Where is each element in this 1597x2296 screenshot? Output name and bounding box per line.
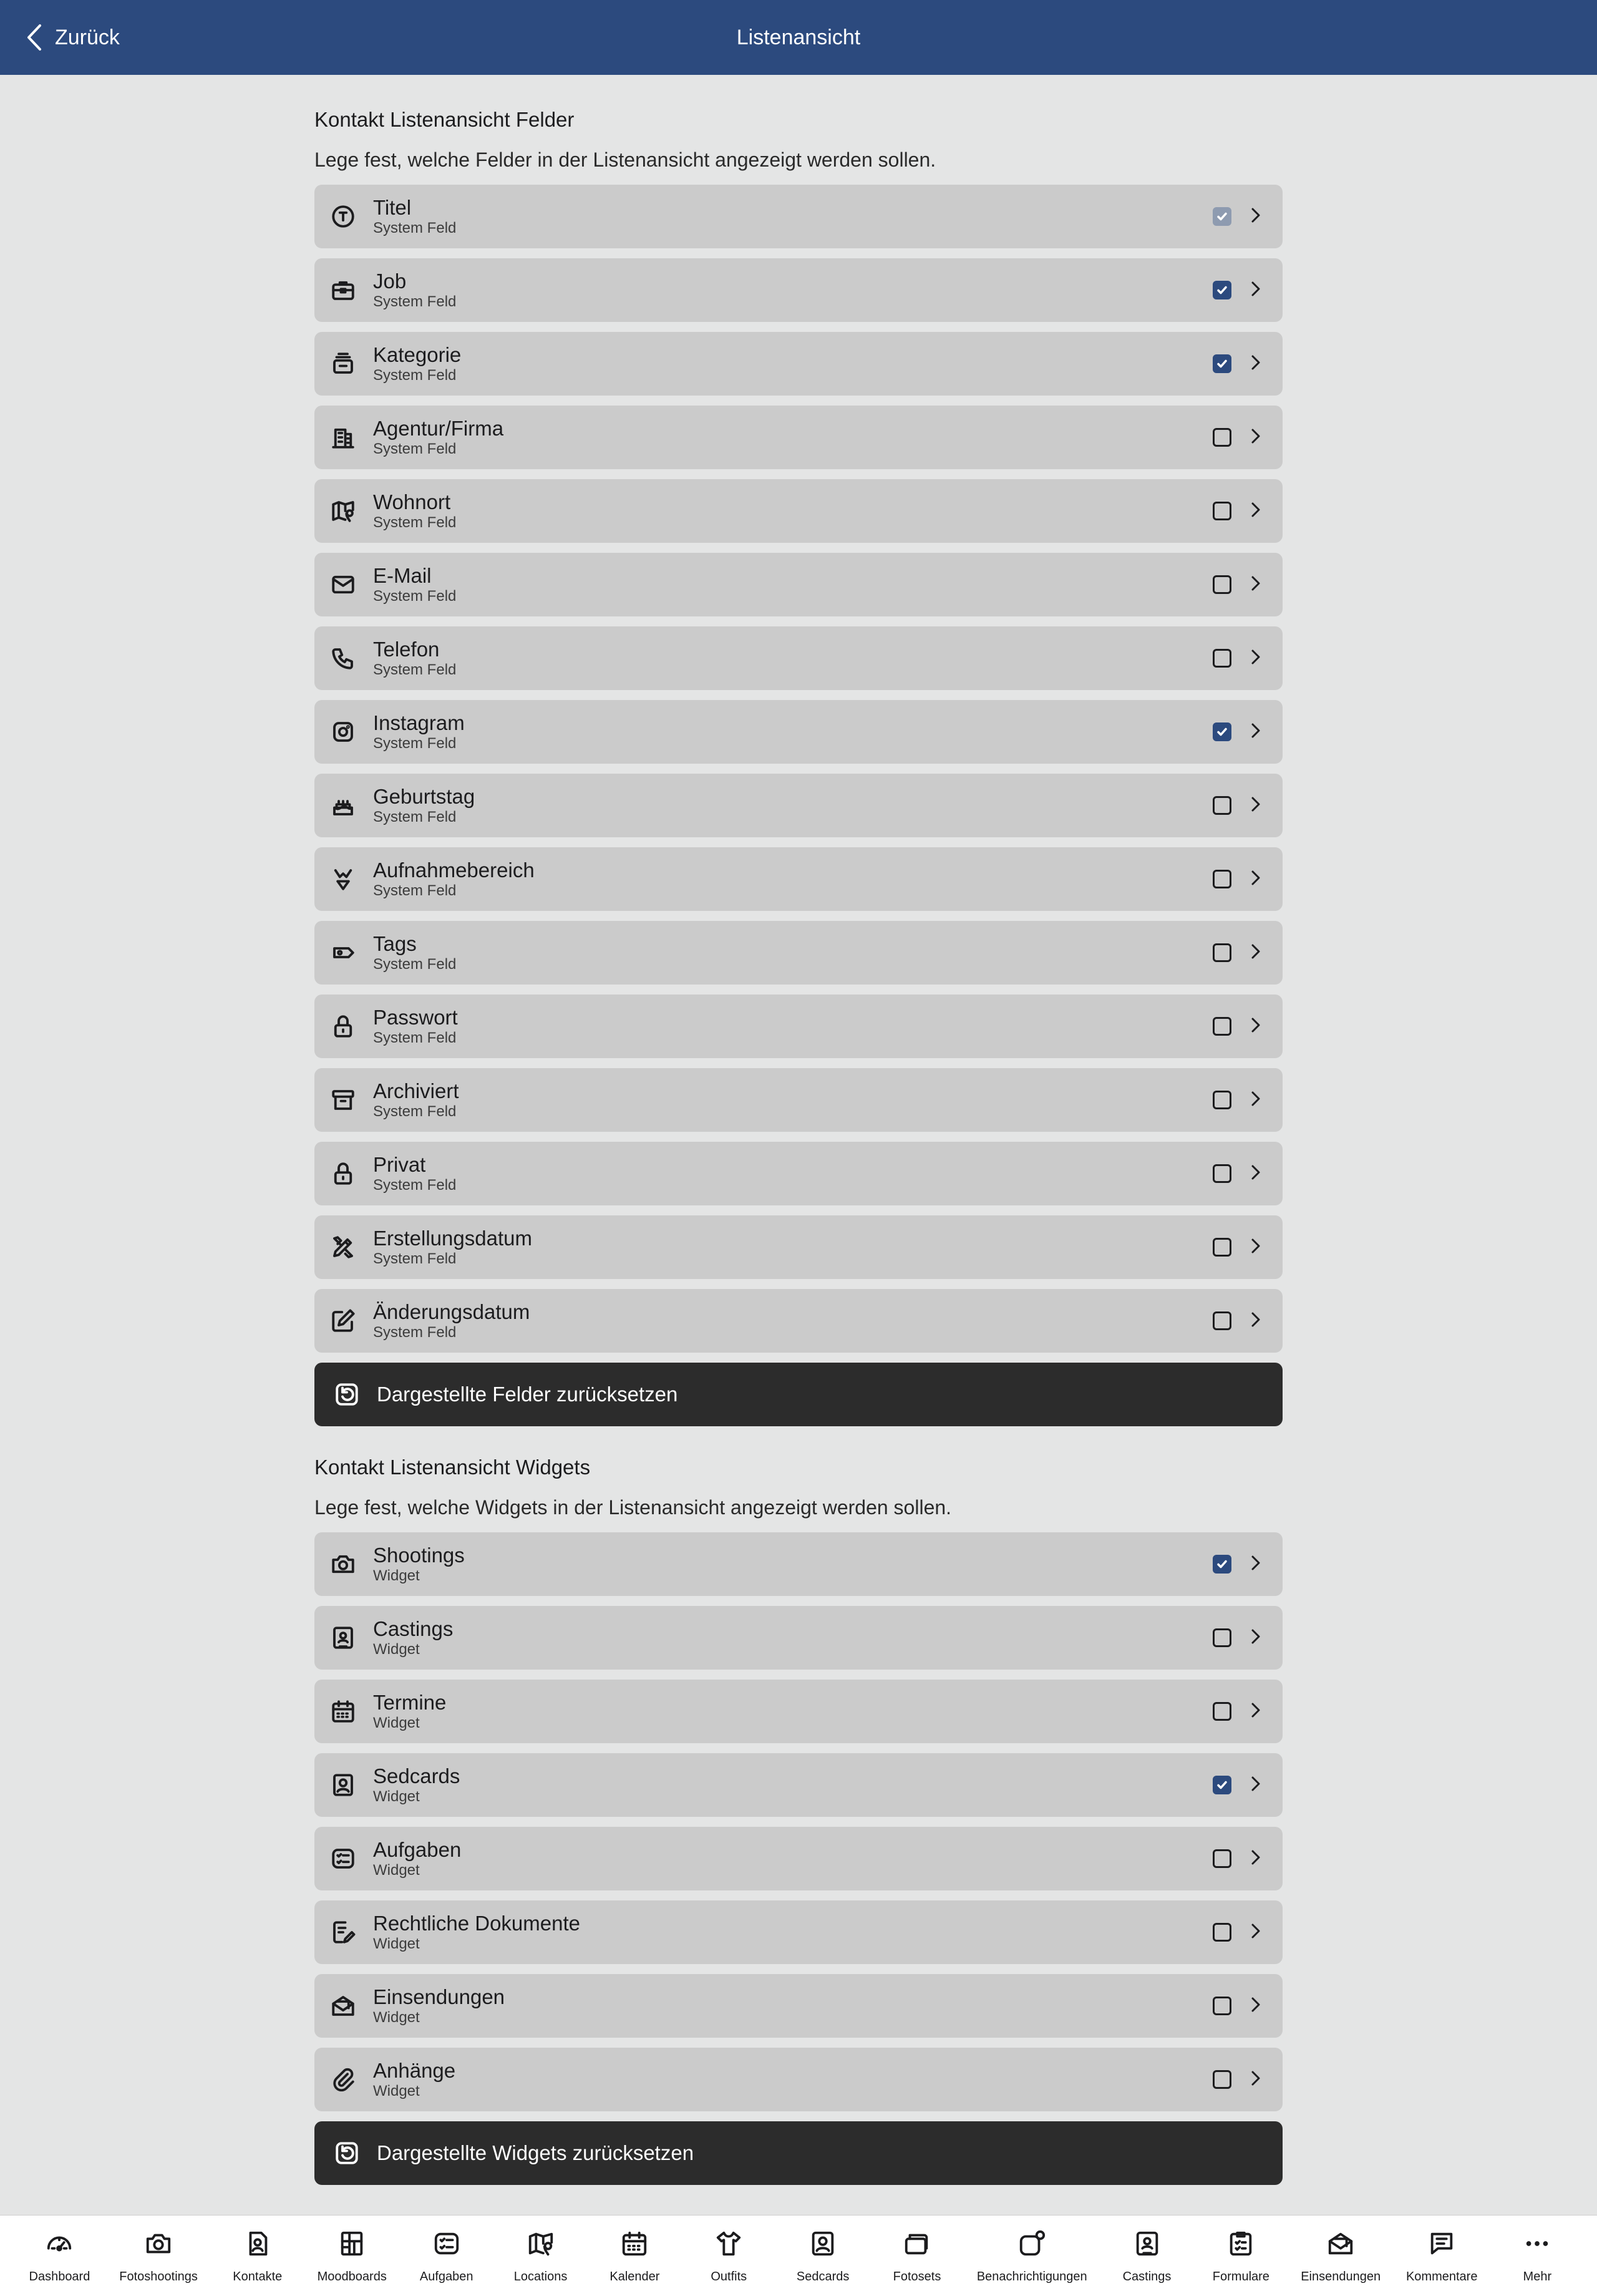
chevron-right-icon[interactable]	[1250, 870, 1261, 889]
chevron-right-icon[interactable]	[1250, 354, 1261, 374]
tab-benachrichtigungen[interactable]	[977, 2229, 1087, 2284]
list-item[interactable]	[314, 553, 1283, 616]
list-item-text	[373, 1838, 1213, 1879]
briefcase-icon	[329, 276, 357, 304]
visibility-checkbox[interactable]	[1213, 1702, 1231, 1721]
category-icon	[329, 350, 357, 377]
list-item-subtitle: Widget	[373, 2083, 420, 2099]
chevron-right-icon[interactable]	[1250, 1702, 1261, 1721]
list-item-subtitle: System Feld	[373, 735, 457, 752]
list-item[interactable]	[314, 1900, 1283, 1964]
list-item-subtitle: System Feld	[373, 1103, 457, 1120]
list-item[interactable]	[314, 700, 1283, 764]
archive-icon	[329, 1086, 357, 1114]
form-icon	[1226, 2229, 1255, 2261]
tab-einsendungen[interactable]	[1301, 2229, 1381, 2284]
mail-open-icon	[1326, 2229, 1355, 2261]
list-item-label: Job	[373, 270, 407, 293]
reset-icon	[333, 2139, 361, 2167]
list-item[interactable]	[314, 1753, 1283, 1817]
visibility-checkbox[interactable]	[1213, 1311, 1231, 1330]
calendar-icon	[329, 1698, 357, 1725]
fields-section-title: Kontakt Listenansicht Felder	[314, 108, 575, 131]
visibility-checkbox	[1213, 207, 1231, 226]
list-item-subtitle: System Feld	[373, 661, 457, 678]
list-item-text	[373, 1617, 1213, 1658]
widgets-list	[314, 1532, 1283, 2111]
casting-icon	[329, 1624, 357, 1651]
list-item-text	[373, 490, 1213, 532]
tab-kontakte[interactable]	[223, 2229, 292, 2284]
list-item-label: Änderungsdatum	[373, 1300, 530, 1323]
visibility-checkbox[interactable]	[1213, 354, 1231, 373]
visibility-checkbox[interactable]	[1213, 575, 1231, 594]
chevron-right-icon[interactable]	[1250, 1776, 1261, 1795]
settings-content	[314, 75, 1283, 2185]
mail-icon	[329, 571, 357, 598]
list-item[interactable]	[314, 1068, 1283, 1132]
visibility-checkbox[interactable]	[1213, 1628, 1231, 1647]
list-item-subtitle: System Feld	[373, 1250, 457, 1267]
visibility-checkbox[interactable]	[1213, 1776, 1231, 1794]
list-item[interactable]	[314, 1532, 1283, 1596]
list-item[interactable]	[314, 1289, 1283, 1353]
chevron-right-icon[interactable]	[1250, 1849, 1261, 1869]
chevron-right-icon[interactable]	[1250, 575, 1261, 595]
list-item-label: E-Mail	[373, 564, 432, 587]
checkmark-icon	[1216, 358, 1228, 370]
list-item-subtitle: Widget	[373, 1788, 420, 1805]
widgets-section-description: Lege fest, welche Widgets in der Listenansicht angezeigt werden sollen.	[314, 1496, 952, 1519]
tab-label: Formulare	[1212, 2270, 1269, 2284]
tab-castings[interactable]	[1113, 2229, 1182, 2284]
list-item-subtitle: System Feld	[373, 1324, 457, 1341]
list-item-label: Rechtliche Dokumente	[373, 1912, 580, 1935]
visibility-checkbox[interactable]	[1213, 1849, 1231, 1868]
photos-icon	[903, 2229, 931, 2261]
list-item-subtitle: System Feld	[373, 293, 457, 310]
list-item[interactable]	[314, 1974, 1283, 2038]
list-item-label: Einsendungen	[373, 1985, 505, 2008]
list-item[interactable]	[314, 258, 1283, 322]
top-bar	[0, 0, 1597, 75]
chevron-right-icon[interactable]	[1250, 943, 1261, 963]
tab-moodboards[interactable]	[318, 2229, 387, 2284]
checkmark-icon	[1216, 1558, 1228, 1570]
checkmark-icon	[1216, 210, 1228, 223]
tab-label: Aufgaben	[419, 2270, 473, 2284]
tag-icon	[329, 939, 357, 966]
list-item-label: Shootings	[373, 1544, 465, 1567]
list-item-label: Kategorie	[373, 343, 462, 366]
chevron-right-icon[interactable]	[1250, 1997, 1261, 2016]
visibility-checkbox[interactable]	[1213, 428, 1231, 447]
list-item-subtitle: System Feld	[373, 956, 457, 973]
list-item-text	[373, 785, 1213, 826]
visibility-checkbox[interactable]	[1213, 796, 1231, 815]
list-item-text	[373, 417, 1213, 458]
visibility-checkbox[interactable]	[1213, 1091, 1231, 1109]
document-sign-icon	[329, 1919, 357, 1946]
list-item-subtitle: System Feld	[373, 588, 457, 605]
list-item-label: Telefon	[373, 638, 440, 661]
list-item-text	[373, 564, 1213, 605]
list-item[interactable]	[314, 479, 1283, 543]
mail-open-icon	[329, 1992, 357, 2020]
fields-section-description: Lege fest, welche Felder in der Listenansicht angezeigt werden sollen.	[314, 148, 936, 171]
list-item-label: Titel	[373, 196, 412, 219]
tab-label: Kontakte	[233, 2270, 283, 2284]
tab-label: Outfits	[711, 2270, 747, 2284]
list-item-subtitle: Widget	[373, 1862, 420, 1879]
moodboard-icon	[337, 2229, 366, 2261]
list-item-text	[373, 638, 1213, 679]
tasks-icon	[329, 1845, 357, 1872]
list-item-label: Privat	[373, 1153, 426, 1176]
chevron-right-icon[interactable]	[1250, 1017, 1261, 1036]
contact-icon	[243, 2229, 272, 2261]
visibility-checkbox[interactable]	[1213, 1164, 1231, 1183]
fields-list	[314, 185, 1283, 1353]
list-item-text	[373, 343, 1213, 384]
list-item-text	[373, 1079, 1213, 1121]
list-item[interactable]	[314, 1142, 1283, 1205]
chevron-right-icon[interactable]	[1250, 1923, 1261, 1942]
sedcard-icon	[329, 1771, 357, 1799]
visibility-checkbox[interactable]	[1213, 1997, 1231, 2015]
list-item[interactable]	[314, 185, 1283, 248]
pencil-ruler-icon	[329, 1233, 357, 1261]
list-item-subtitle: System Feld	[373, 809, 457, 825]
reset-fields-button[interactable]	[314, 1363, 1283, 1426]
chevron-right-icon[interactable]	[1250, 722, 1261, 742]
chevron-right-icon[interactable]	[1250, 428, 1261, 447]
checkmark-icon	[1216, 1779, 1228, 1791]
tab-fotoshootings[interactable]	[119, 2229, 198, 2284]
back-label: Zurück	[55, 25, 120, 49]
list-item-text	[373, 1764, 1213, 1806]
phone-icon	[329, 645, 357, 672]
list-item-label: Termine	[373, 1691, 447, 1714]
casting-icon	[1133, 2229, 1162, 2261]
sedcard-icon	[808, 2229, 837, 2261]
list-item-subtitle: Widget	[373, 2009, 420, 2026]
chevron-right-icon[interactable]	[1250, 502, 1261, 521]
chevron-right-icon[interactable]	[1250, 281, 1261, 300]
visibility-checkbox[interactable]	[1213, 1923, 1231, 1942]
chevron-left-icon	[24, 23, 45, 52]
reset-widgets-label: Dargestellte Widgets zurücksetzen	[377, 2141, 694, 2164]
tab-label: Fotosets	[893, 2270, 941, 2284]
list-item-text	[373, 859, 1213, 900]
chevron-right-icon[interactable]	[1250, 1628, 1261, 1648]
list-item-text	[373, 1912, 1213, 1953]
tab-kalender[interactable]	[600, 2229, 669, 2284]
list-item[interactable]	[314, 1215, 1283, 1279]
list-item-text	[373, 270, 1213, 311]
tab-label: Kommentare	[1405, 2270, 1478, 2284]
list-item-label: Instagram	[373, 711, 465, 734]
tab-label: Moodboards	[317, 2270, 387, 2284]
list-item-subtitle: System Feld	[373, 1177, 457, 1194]
list-item-label: Geburtstag	[373, 785, 475, 808]
tab-sedcards[interactable]	[789, 2229, 857, 2284]
back-button[interactable]	[24, 0, 120, 75]
list-item-text	[373, 1006, 1213, 1047]
chevron-right-icon[interactable]	[1250, 1238, 1261, 1257]
list-item-label: Aufgaben	[373, 1838, 462, 1861]
list-item-subtitle: Widget	[373, 1715, 420, 1731]
tab-label: Benachrichtigungen	[976, 2270, 1087, 2284]
paperclip-icon	[329, 2066, 357, 2093]
camera-icon	[329, 1550, 357, 1578]
camera-icon	[144, 2229, 173, 2261]
map-pin-icon	[527, 2229, 555, 2261]
list-item[interactable]	[314, 774, 1283, 837]
edit-icon	[329, 1307, 357, 1335]
list-item-label: Anhänge	[373, 2059, 456, 2082]
list-item-text	[373, 196, 1213, 237]
list-item-label: Agentur/Firma	[373, 417, 504, 440]
checkmark-icon	[1216, 726, 1228, 738]
list-item-subtitle: System Feld	[373, 882, 457, 899]
map-pin-icon	[329, 497, 357, 525]
tab-label: Sedcards	[796, 2270, 850, 2284]
tab-label: Kalender	[609, 2270, 660, 2284]
visibility-checkbox[interactable]	[1213, 870, 1231, 888]
list-item[interactable]	[314, 1680, 1283, 1743]
list-item-text	[373, 2059, 1213, 2100]
list-item-label: Passwort	[373, 1006, 458, 1029]
tab-aufgaben[interactable]	[412, 2229, 481, 2284]
comment-icon	[1427, 2229, 1456, 2261]
chevron-right-icon[interactable]	[1250, 1555, 1261, 1574]
tasks-icon	[432, 2229, 461, 2261]
visibility-checkbox[interactable]	[1213, 649, 1231, 668]
list-item-subtitle: Widget	[373, 1641, 420, 1658]
list-item-label: Aufnahmebereich	[373, 859, 535, 882]
visibility-checkbox[interactable]	[1213, 1555, 1231, 1574]
list-item-label: Castings	[373, 1617, 454, 1640]
list-item-text	[373, 1691, 1213, 1732]
list-item-text	[373, 1985, 1213, 2026]
visibility-checkbox[interactable]	[1213, 502, 1231, 520]
list-item[interactable]	[314, 1606, 1283, 1670]
list-item[interactable]	[314, 2048, 1283, 2111]
bikini-icon	[329, 865, 357, 893]
list-item[interactable]	[314, 626, 1283, 690]
list-item-subtitle: System Feld	[373, 440, 457, 457]
list-item-subtitle: System Feld	[373, 367, 457, 384]
instagram-icon	[329, 718, 357, 746]
list-item[interactable]	[314, 1827, 1283, 1890]
chevron-right-icon[interactable]	[1250, 207, 1261, 226]
widgets-section-title: Kontakt Listenansicht Widgets	[314, 1456, 591, 1479]
tab-label: Mehr	[1523, 2270, 1552, 2284]
bottom-tab-bar	[0, 2215, 1597, 2296]
gauge-icon	[45, 2229, 74, 2261]
visibility-checkbox[interactable]	[1213, 2070, 1231, 2089]
list-item[interactable]	[314, 847, 1283, 911]
more-icon	[1523, 2229, 1551, 2261]
list-item-label: Wohnort	[373, 490, 451, 513]
tab-kommentare[interactable]	[1406, 2229, 1478, 2284]
cake-icon	[329, 792, 357, 819]
chevron-right-icon[interactable]	[1250, 1164, 1261, 1184]
list-item[interactable]	[314, 921, 1283, 985]
reset-icon	[333, 1381, 361, 1408]
calendar-icon	[620, 2229, 649, 2261]
building-icon	[329, 424, 357, 451]
list-item-subtitle: System Feld	[373, 220, 457, 236]
list-item[interactable]	[314, 332, 1283, 396]
list-item-subtitle: Widget	[373, 1567, 420, 1584]
tab-label: Einsendungen	[1301, 2270, 1381, 2284]
list-item-subtitle: System Feld	[373, 514, 457, 531]
list-item-label: Archiviert	[373, 1079, 459, 1102]
tab-label: Castings	[1122, 2270, 1172, 2284]
list-item-text	[373, 1227, 1213, 1268]
lock-icon	[329, 1160, 357, 1187]
chevron-right-icon[interactable]	[1250, 2070, 1261, 2089]
title-icon	[329, 203, 357, 230]
list-item-text	[373, 711, 1213, 752]
page-title: Listenansicht	[736, 25, 861, 49]
chevron-right-icon[interactable]	[1250, 1311, 1261, 1331]
tab-label: Fotoshootings	[119, 2270, 198, 2284]
list-item-label: Erstellungsdatum	[373, 1227, 532, 1250]
reset-fields-label: Dargestellte Felder zurücksetzen	[377, 1383, 678, 1406]
chevron-right-icon[interactable]	[1250, 1091, 1261, 1110]
tab-locations[interactable]	[507, 2229, 575, 2284]
visibility-checkbox[interactable]	[1213, 1238, 1231, 1257]
reset-widgets-button[interactable]	[314, 2121, 1283, 2185]
chevron-right-icon[interactable]	[1250, 649, 1261, 668]
chevron-right-icon[interactable]	[1250, 796, 1261, 815]
list-item-text	[373, 1300, 1213, 1341]
visibility-checkbox[interactable]	[1213, 1017, 1231, 1036]
tab-outfits[interactable]	[694, 2229, 763, 2284]
tab-label: Locations	[513, 2270, 568, 2284]
tab-formulare[interactable]	[1206, 2229, 1275, 2284]
list-item-label: Sedcards	[373, 1764, 460, 1788]
visibility-checkbox[interactable]	[1213, 281, 1231, 299]
lock-icon	[329, 1013, 357, 1040]
list-item-subtitle: Widget	[373, 1935, 420, 1952]
list-item[interactable]	[314, 406, 1283, 469]
list-item-text	[373, 1544, 1213, 1585]
list-item[interactable]	[314, 995, 1283, 1058]
notification-icon	[1017, 2229, 1046, 2261]
list-item-subtitle: System Feld	[373, 1029, 457, 1046]
checkmark-icon	[1216, 284, 1228, 296]
shirt-icon	[714, 2229, 743, 2261]
visibility-checkbox[interactable]	[1213, 722, 1231, 741]
tab-mehr[interactable]	[1503, 2229, 1571, 2284]
tab-label: Dashboard	[29, 2270, 90, 2284]
visibility-checkbox[interactable]	[1213, 943, 1231, 962]
tab-fotosets[interactable]	[883, 2229, 951, 2284]
list-item-text	[373, 1153, 1213, 1194]
tab-dashboard[interactable]	[25, 2229, 94, 2284]
list-item-text	[373, 932, 1213, 973]
list-item-label: Tags	[373, 932, 417, 955]
